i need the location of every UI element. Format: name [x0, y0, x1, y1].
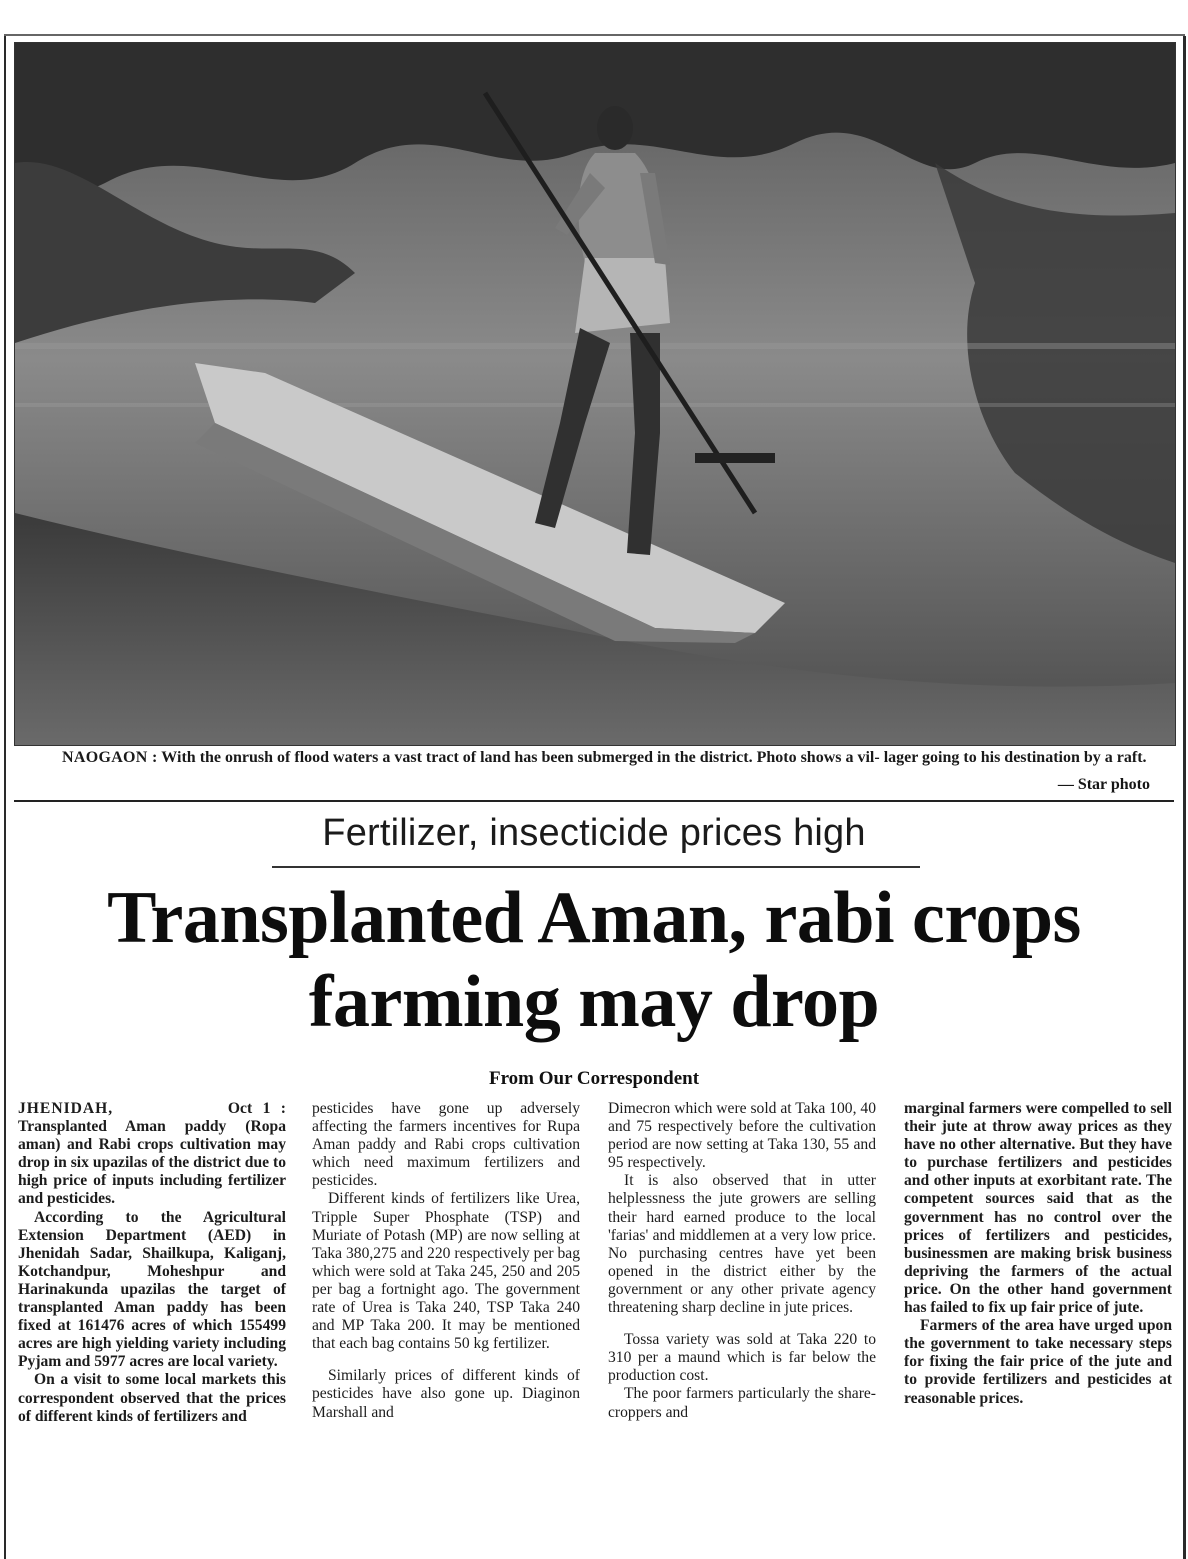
section-divider: [14, 800, 1174, 802]
caption-text: With the onrush of flood waters a vast tract of land has been submerged in the district. Photo shows a vil- lager going to his destination by a raft.: [157, 749, 1147, 766]
column-1-paragraph-1: [18, 1100, 286, 1209]
article-column-4: [904, 1100, 1172, 1408]
photo-credit: — Star photo: [1057, 776, 1150, 793]
column-2-paragraph-1: pesticides have gone up adversely affecting the farmers incentives for Rupa Aman paddy and Rabi crops cultivation which need maximum fertilizers and pesticides.: [312, 1100, 580, 1190]
column-3-paragraph-4: The poor farmers particularly the share-croppers and: [608, 1385, 876, 1421]
article-dateline: JHENIDAH,: [18, 1100, 114, 1117]
kicker-underline: [272, 866, 920, 868]
column-1-paragraph-2: According to the Agricultural Extension Department (AED) in Jhenidah Sadar, Shailkupa, Kaliganj, Kotchandpur, Moheshpur and Harinakunda upazilas the target of transplanted Aman paddy has been fixed at 161476 acres of which 155499 acres are high yielding variety including Pyjam and 5977 acres are local variety.: [18, 1208, 286, 1371]
column-2-paragraph-3: Similarly prices of different kinds of pesticides have also gone up. Diaginon Marshall and: [312, 1367, 580, 1421]
column-3-paragraph-3: Tossa variety was sold at Taka 220 to 310 per a maund which is far below the production cost.: [608, 1331, 876, 1385]
column-2-paragraph-2: Different kinds of fertilizers like Urea, Tripple Super Phosphate (TSP) and Muriate of Potash (MP) are now selling at Taka 380,275 and 220 respectively per bag which were sold at Taka 245, 250 and 205 per bag a fortnight ago. The government rate of Urea is Taka 240, TSP Taka 240 and MP Taka 200. It may be mentioned that each bag contains 50 kg fertilizer.: [312, 1190, 580, 1353]
page-top-margin: [0, 0, 1188, 8]
news-photo: [14, 42, 1176, 746]
right-column-rule: [1183, 36, 1186, 1559]
kicker-headline: Fertilizer, insecticide prices high: [322, 812, 866, 854]
column-4-paragraph-1: marginal farmers were compelled to sell their jute at throw away prices as they have no other alternative. But they have to purchase fertilizers and pesticides and other inputs at exorbitant rate. The competent sources said that as the government has no control over the prices of fertilizers and pesticides, businessmen are making brisk business depriving the farmers of the actual price. On the other hand government has failed to fix up fair price of jute.: [904, 1100, 1172, 1317]
byline: From Our Correspondent: [488, 1068, 700, 1089]
article-column-2: [312, 1100, 580, 1422]
caption-dateline: NAOGAON :: [62, 749, 158, 766]
top-rule: [4, 34, 1185, 36]
column-3-paragraph-1: Dimecron which were sold at Taka 100, 40 and 75 respectively before the cultivation period are now setting at Taka 130, 55 and 95 respectively.: [608, 1100, 876, 1172]
photo-caption: [62, 748, 1156, 768]
main-headline: [0, 876, 1188, 1044]
headline-line-2: farming may drop: [308, 961, 880, 1043]
column-1-paragraph-3: On a visit to some local markets this correspondent observed that the prices of different kinds of fertilizers and: [18, 1371, 286, 1425]
column-1-lead: Transplanted Aman paddy (Ropa aman) and Rabi crops cultivation may drop in six upazilas of the district due to high price of inputs including fertilizer and pesticides.: [18, 1118, 286, 1208]
article-column-3: [608, 1100, 876, 1422]
column-3-paragraph-2: It is also observed that in utter helplessness the jute growers are selling their hard earned produce to the local 'farias' and middlemen at a very low price. No purchasing centres have yet been opened in the district either by the government or any other private agency threatening sharp decline in jute prices.: [608, 1172, 876, 1317]
article-column-1: [18, 1100, 286, 1426]
headline-line-1: Transplanted Aman, rabi crops: [107, 877, 1081, 959]
column-4-paragraph-2: Farmers of the area have urged upon the government to take necessary steps for fixing the fair price of the jute and to provide fertilizers and pesticides at reasonable prices.: [904, 1317, 1172, 1407]
raft-flood-photo-illustration: [15, 43, 1175, 745]
left-column-rule: [4, 36, 6, 1559]
article-date: Oct 1 :: [227, 1100, 286, 1117]
